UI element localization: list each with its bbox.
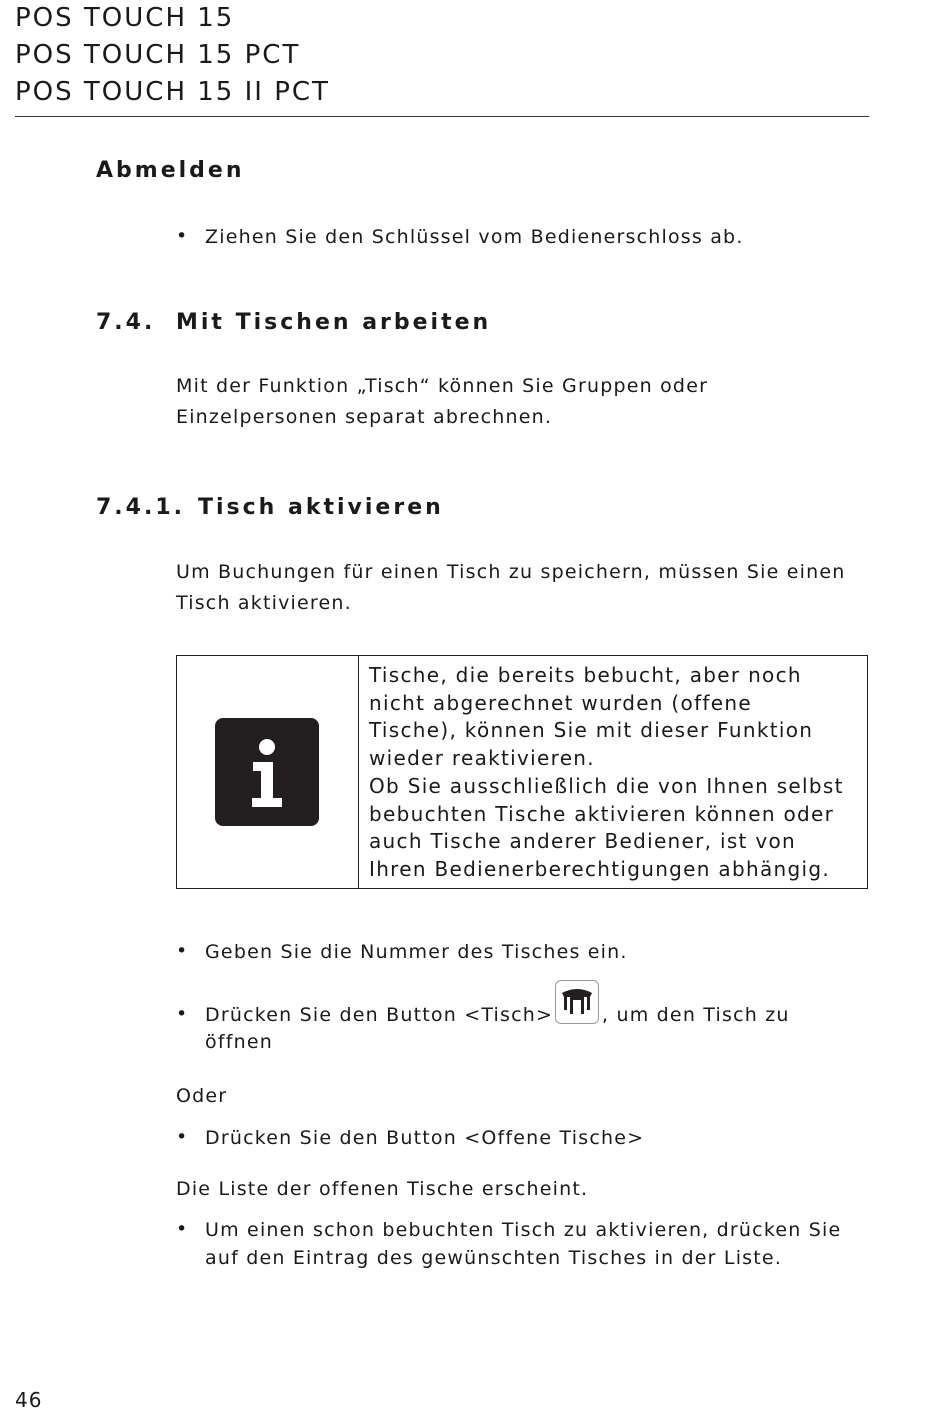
info-line: wieder reaktivieren. [369,746,595,771]
header-line-1: POS TOUCH 15 [15,3,235,33]
list-appears-text: Die Liste der offenen Tische erscheint. [176,1178,589,1200]
section-number-7-4-1: 7.4.1. [96,495,185,520]
paragraph-7-4-1-line-2: Tisch aktivieren. [176,592,352,614]
info-text [369,662,863,884]
step-activate-booked-table-line-2: auf den Eintrag des gewünschten Tisches in der Liste. [205,1247,783,1269]
table-button-icon [555,980,599,1024]
step-activate-booked-table-line-1: Um einen schon bebuchten Tisch zu aktivieren, drücken Sie [205,1219,842,1241]
bullet-marker: • [176,1218,188,1240]
info-line: auch Tische anderer Bediener, ist von [369,829,796,854]
paragraph-7-4-line-1: Mit der Funktion „Tisch“ können Sie Gruppen oder [176,375,709,397]
info-line: Ob Sie ausschließlich die von Ihnen selbst [369,773,844,798]
info-line: nicht abgerechnet wurden (offene [369,690,752,715]
info-icon [215,718,319,826]
bullet-marker: • [176,1126,188,1148]
section-title-7-4: Mit Tischen arbeiten [176,310,492,335]
paragraph-7-4-line-2: Einzelpersonen separat abrechnen. [176,406,553,428]
step-enter-table-number: Geben Sie die Nummer des Tisches ein. [205,941,628,963]
info-box [176,655,868,889]
step-press-table-button-suffix: , um den Tisch zu [602,1004,790,1026]
page-number: 46 [15,1388,43,1412]
info-line: Ihren Bedienerberechtigungen abhängig. [369,856,830,881]
header-line-3: POS TOUCH 15 II PCT [15,77,330,107]
bullet-text-abmelden: Ziehen Sie den Schlüssel vom Bedienerschloss ab. [205,226,744,248]
bullet-marker: • [176,940,188,962]
bullet-marker: • [176,225,188,247]
step-press-table-button: Drücken Sie den Button <Tisch> [205,1004,554,1026]
info-line: bebuchten Tische aktivieren können oder [369,801,835,826]
section-title-abmelden: Abmelden [96,158,245,183]
step-press-table-button-line-2: öffnen [205,1031,273,1053]
header-rule [15,116,869,117]
step-open-tables-button: Drücken Sie den Button <Offene Tische> [205,1127,645,1149]
bullet-marker: • [176,1003,188,1025]
info-line: Tische), können Sie mit dieser Funktion [369,718,814,743]
oder-label: Oder [176,1085,228,1107]
info-line: Tische, die bereits bebucht, aber noch [369,663,802,687]
section-number-7-4: 7.4. [96,310,156,335]
header-line-2: POS TOUCH 15 PCT [15,40,301,70]
paragraph-7-4-1-line-1: Um Buchungen für einen Tisch zu speichern, müssen Sie einen [176,561,846,583]
info-box-divider [358,656,359,888]
section-title-7-4-1: Tisch aktivieren [198,495,444,520]
